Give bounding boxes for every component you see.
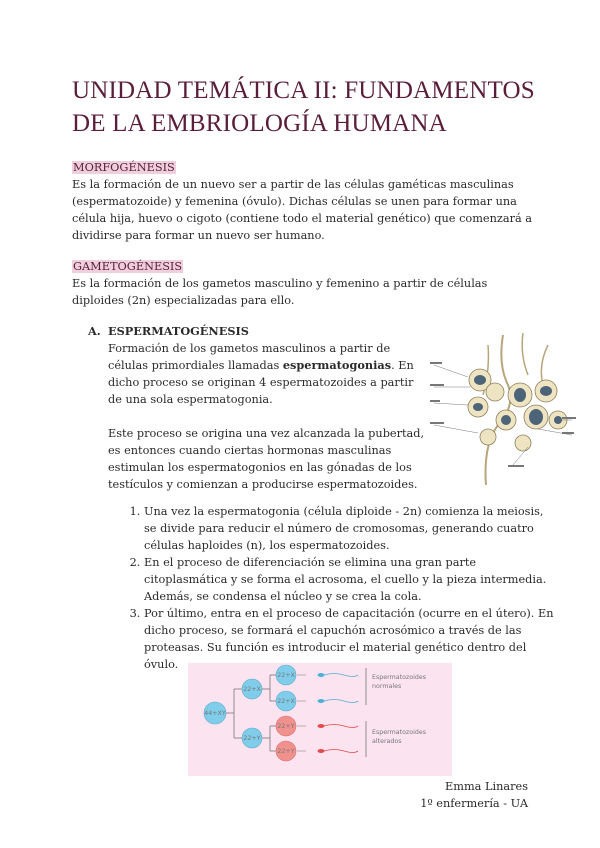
spermatogenesis-diagram (188, 663, 452, 776)
cell-label: 22+X (277, 672, 295, 679)
legend-altered: Espermatozoides alterados (372, 729, 426, 745)
author-name: Emma Linares (444, 780, 528, 793)
step-item: 2. En el proceso de diferenciación se elimina una gran parte citoplasmática y se forma el acrosoma, el cuello y la pieza intermedia. Además, se condensa el núcleo y se crea la cola. (144, 554, 559, 605)
mid-top-label: 22+X (243, 686, 261, 693)
cell-label: 22+Y (277, 723, 295, 730)
morfogenesis-heading: MORFOGÉNESIS (73, 161, 175, 174)
espermatogenesis-section (88, 323, 428, 493)
espermatogenesis-heading (88, 323, 428, 340)
mid-bottom-label: 22+Y (243, 735, 261, 742)
step-item: 3. Por último, entra en el proceso de capacitación (ocurre en el útero). En dicho proceso, se formará el capuchón acrosómico a través de las proteasas. Su función es introducir el material genético dentro del óvulo. (144, 605, 559, 673)
spermatogenesis-illustration (428, 325, 578, 500)
espermatogenesis-para2: Este proceso se origina una vez alcanzada la pubertad, es entonces cuando ciertas hormonas masculinas estimulan los espermatogonios en las gónadas de los testículos y comienzan a producirse espermatozoides. (108, 427, 425, 491)
morfogenesis-text: Es la formación de un nuevo ser a partir de las células gaméticas masculinas (espermatozoide) y femenina (óvulo). Dichas células se unen para formar una célula hija, huevo o cigoto (contiene todo el material genético) que comenzará a dividirse para formar un nuevo ser humano. (72, 178, 533, 242)
espermatogenesis-para1 (88, 340, 428, 408)
morfogenesis-section (72, 159, 542, 244)
para1-text-after: . En dicho proceso se originan 4 espermatozoides a partir de una sola espermatogonia. (108, 359, 414, 406)
spermatozoa-altered (318, 724, 359, 753)
spermatozoa-normal (318, 673, 359, 703)
course-name: 1º enfermería - UA (420, 797, 528, 810)
section-letter: A. (88, 324, 101, 338)
steps-list (120, 503, 559, 673)
root-cell-label: 44+XY (204, 710, 226, 717)
legend-normal: Espermatozoides normales (372, 674, 426, 690)
step-item: 1. Una vez la espermatogonia (célula diploide - 2n) comienza la meiosis, se divide para reducir el número de cromosomas, generando cuatro células haploides (n), los espermatozoides. (144, 503, 559, 554)
para1-text-before: Formación de los gametos masculinos a partir de células primordiales llamadas (108, 342, 391, 372)
page-title: UNIDAD TEMÁTICA II: FUNDAMENTOS DE LA EMBRIOLOGÍA HUMANA (72, 77, 535, 137)
gametogenesis-text: Es la formación de los gametos masculino y femenino a partir de células diploides (2n) especializadas para ello. (72, 277, 488, 307)
gametogenesis-heading: GAMETOGÉNESIS (73, 260, 183, 273)
espermatogenesis-title: ESPERMATOGÉNESIS (108, 324, 249, 338)
gametogenesis-section (72, 258, 542, 309)
credits (420, 778, 528, 812)
cell-label: 22+X (277, 698, 295, 705)
cell-label: 22+Y (277, 748, 295, 755)
para1-bold-term: espermatogonias (282, 358, 392, 372)
